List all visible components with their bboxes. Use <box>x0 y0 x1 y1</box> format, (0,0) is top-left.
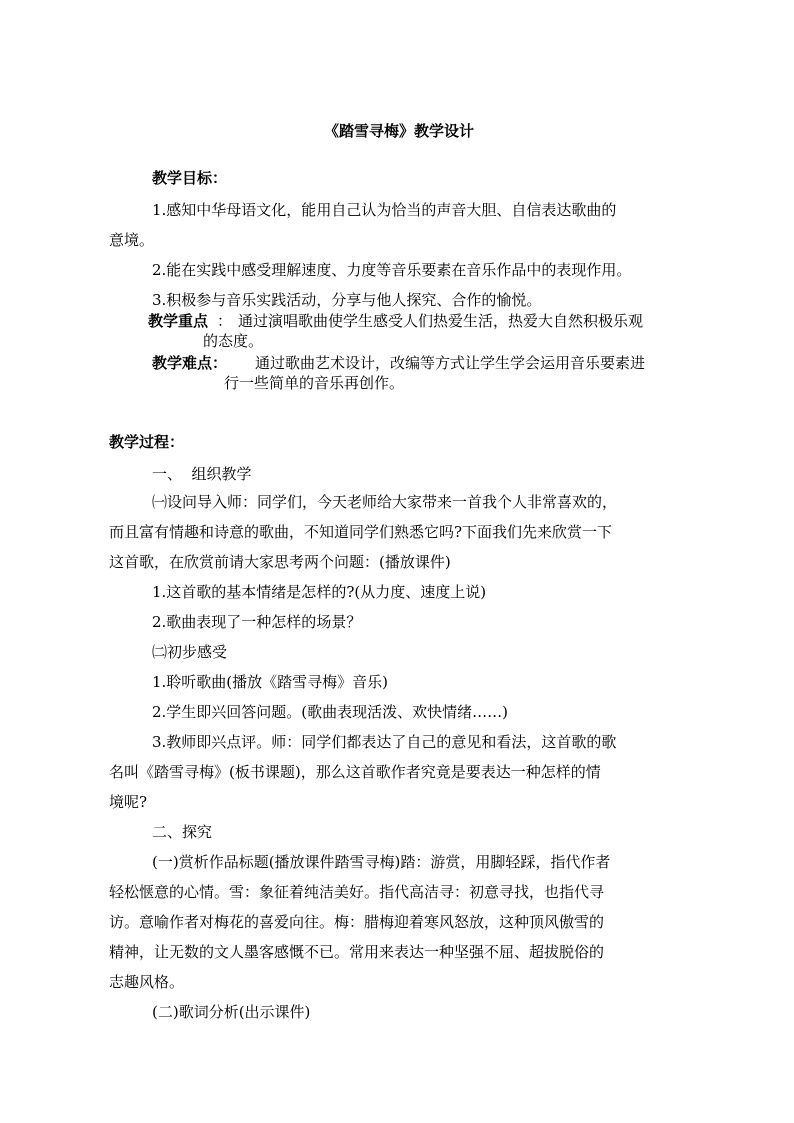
difficulty-label: 教学难点： <box>152 354 228 372</box>
step-3-line-3: 境呢? <box>109 793 148 811</box>
key-point-line-1 <box>148 311 643 331</box>
section-2-para-line-1: (一)赏析作品标题(播放课件踏雪寻梅)踏：游赏，用脚轻踩，指代作者 <box>152 853 611 871</box>
difficulty-line-2: 行一些简单的音乐再创作。 <box>224 374 405 392</box>
objective-1-line-2: 意境。 <box>109 231 155 249</box>
section-2-para-line-3: 访。意喻作者对梅花的喜爱向往。梅：腊梅迎着寒风怒放，这种顶风傲雪的 <box>109 913 605 931</box>
step-3-line-1: 3.教师即兴点评。师：同学们都表达了自己的意见和看法，这首歌的歌 <box>152 733 617 751</box>
section-2-heading: 二、探究 <box>152 823 213 841</box>
step-2: 2.学生即兴回答问题。(歌曲表现活泼、欢快情绪……) <box>152 703 509 721</box>
key-point-text-1: 通过演唱歌曲使学生感受人们热爱生活，热爱大自然积极乐观 <box>238 312 644 330</box>
objective-1-line-1: 1.感知中华母语文化，能用自己认为恰当的声音大胆、自信表达歌曲的 <box>152 201 617 219</box>
section-1-heading: 一、 组织教学 <box>152 465 252 483</box>
objective-2: 2.能在实践中感受理解速度、力度等音乐要素在音乐作品中的表现作用。 <box>152 261 632 279</box>
objectives-heading: 教学目标： <box>152 169 228 187</box>
section-2-para-line-4: 精神，让无数的文人墨客感慨不已。常用来表达一种坚强不屈、超拔脱俗的 <box>109 943 605 961</box>
lyrics-analysis-heading: (二)歌词分析(出示课件) <box>152 1003 311 1021</box>
step-3-line-2: 名叫《踏雪寻梅》(板书课题)，那么这首歌作者究竟是要表达一种怎样的情 <box>109 763 601 781</box>
key-point-label: 教学重点 <box>148 312 209 330</box>
section-1-para-line-2: 而且富有情趣和诗意的歌曲，不知道同学们熟悉它吗?下面我们先来欣赏一下 <box>109 523 613 541</box>
difficulty-line-1 <box>152 353 645 373</box>
page-title: 《踏雪寻梅》教学设计 <box>324 122 475 140</box>
section-2-para-line-5: 志趣风格。 <box>109 973 185 991</box>
section-2-para-line-2: 轻松惬意的心情。雪：象征着纯洁美好。指代高洁寻：初意寻找，也指代寻 <box>109 883 605 901</box>
key-point-colon: ： <box>217 312 233 330</box>
sub-section-2-heading: ㈡初步感受 <box>152 643 228 661</box>
difficulty-text-1: 通过歌曲艺术设计，改编等方式让学生学会运用音乐要素进 <box>255 354 646 372</box>
objective-3: 3.积极参与音乐实践活动，分享与他人探究、合作的愉悦。 <box>152 291 542 309</box>
key-point-line-2: 的态度。 <box>203 332 264 350</box>
section-1-para-line-3: 这首歌，在欣赏前请大家思考两个问题：(播放课件) <box>109 553 451 571</box>
section-1-para-line-1: ㈠设问导入师：同学们，今天老师给大家带来一首我个人非常喜欢的， <box>152 493 618 511</box>
question-1: 1.这首歌的基本情绪是怎样的?(从力度、速度上说) <box>152 583 487 601</box>
step-1: 1.聆听歌曲(播放《踏雪寻梅》音乐) <box>152 673 389 691</box>
process-heading: 教学过程： <box>109 433 185 451</box>
question-2: 2.歌曲表现了一种怎样的场景？ <box>152 613 362 631</box>
